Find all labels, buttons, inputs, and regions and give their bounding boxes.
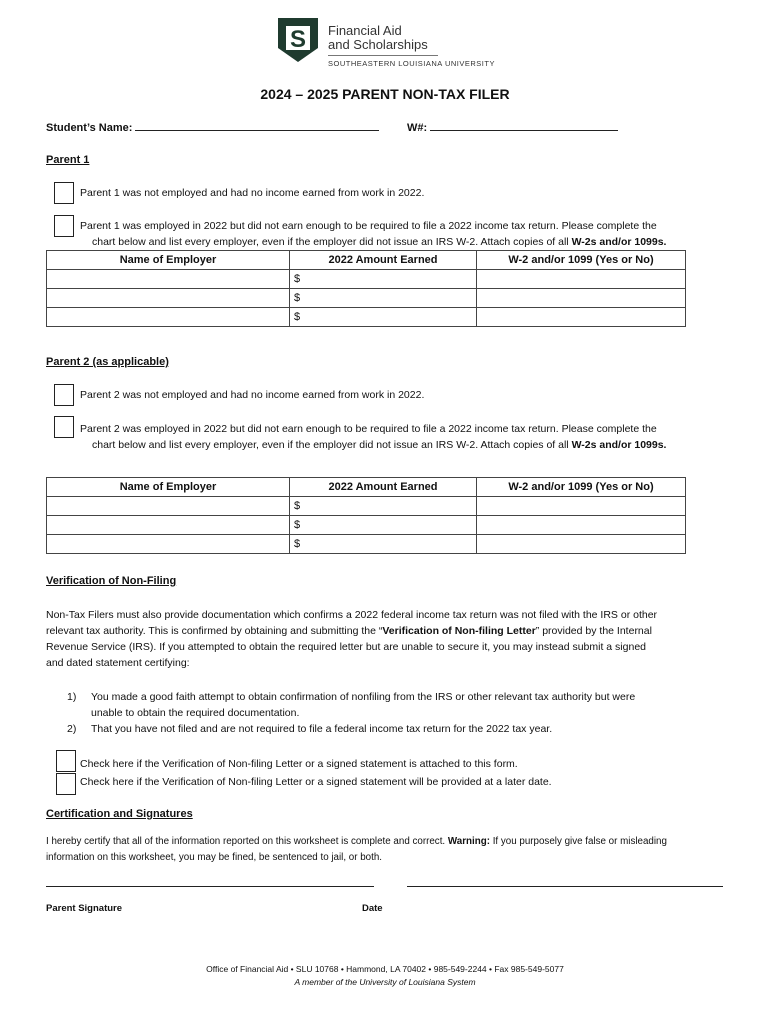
w2-1099-header: W-2 and/or 1099 (Yes or No) (477, 251, 686, 270)
table-header-row (47, 251, 686, 270)
parent2-employed-checkbox[interactable] (54, 416, 74, 438)
list-item-text: You made a good faith attempt to obtain confirmation of nonfiling from the IRS or other relevant tax authority but were unable to obtain the required documentation. (91, 691, 636, 719)
amount-earned-cell[interactable] (290, 289, 477, 308)
verification-line-1: Non-Tax Filers must also provide documentation which confirms a 2022 federal income tax return was not filed with the IRS or other (46, 609, 658, 621)
table-row (47, 270, 686, 289)
parent2-option2-text (80, 421, 740, 453)
verification-line-2c: ” provided by the Internal (535, 625, 652, 637)
parent2-option1-text: Parent 2 was not employed and had no income earned from work in 2022. (80, 389, 425, 401)
parent1-option2-line1: Parent 1 was employed in 2022 but did not earn enough to be required to file a 2022 income tax return. Please complete the (80, 220, 657, 232)
certification-heading: Certification and Signatures (46, 808, 193, 820)
amount-earned-cell[interactable] (290, 535, 477, 554)
org-name (328, 24, 428, 52)
w2-1099-cell[interactable] (477, 289, 686, 308)
table-row (47, 535, 686, 554)
org-line-2: and Scholarships (328, 37, 428, 52)
header-divider (328, 55, 438, 56)
verification-paragraph (46, 607, 736, 671)
employer-name-header: Name of Employer (47, 478, 290, 497)
parent2-employer-table (46, 477, 686, 554)
list-item-text: That you have not filed and are not required to file a federal income tax return for the 2022 tax year. (91, 723, 553, 735)
parent1-option2-line2-text: chart below and list every employer, even if the employer did not issue an IRS W-2. Attach copies of all (92, 236, 572, 248)
parent2-option2-bold: W-2s and/or 1099s. (571, 439, 667, 451)
shield-logo-icon (276, 16, 320, 64)
org-line-1: Financial Aid (328, 23, 402, 38)
w-number-label: W#: (407, 122, 428, 134)
parent1-heading: Parent 1 (46, 154, 90, 166)
list-item-number: 1) (67, 691, 77, 703)
parent1-employer-table (46, 250, 686, 327)
dollar-sign: $ (294, 519, 301, 531)
table-row (47, 516, 686, 535)
verification-line-2 (46, 623, 736, 639)
w2-1099-header: W-2 and/or 1099 (Yes or No) (477, 478, 686, 497)
student-name-label: Student’s Name: (46, 122, 133, 134)
dollar-sign: $ (294, 538, 301, 550)
parent2-option2-line2-text: chart below and list every employer, even if the employer did not issue an IRS W-2. Attach copies of all (92, 439, 572, 451)
date-line[interactable] (407, 886, 723, 887)
parent2-not-employed-checkbox[interactable] (54, 384, 74, 406)
statement-attached-text: Check here if the Verification of Non-filing Letter or a signed statement is attached to this form. (80, 758, 518, 770)
amount-earned-header: 2022 Amount Earned (290, 251, 477, 270)
table-row (47, 308, 686, 327)
verification-line-2a: relevant tax authority. This is confirmed by obtaining and submitting the “ (46, 625, 383, 637)
warning-label: Warning: (447, 836, 490, 847)
statement-later-text: Check here if the Verification of Non-filing Letter or a signed statement will be provided at a later date. (80, 776, 552, 788)
parent1-employed-checkbox[interactable] (54, 215, 74, 237)
footer-system: A member of the University of Louisiana System (294, 977, 476, 987)
verification-letter-name: Verification of Non-filing Letter (382, 625, 536, 637)
w2-1099-cell[interactable] (477, 497, 686, 516)
logo-letter: S (289, 26, 307, 53)
list-item (67, 721, 737, 737)
employer-name-cell[interactable] (47, 308, 290, 327)
parent1-option2-line2 (80, 234, 740, 250)
amount-earned-cell[interactable] (290, 516, 477, 535)
dollar-sign: $ (294, 311, 301, 323)
employer-name-cell[interactable] (47, 270, 290, 289)
parent1-not-employed-checkbox[interactable] (54, 182, 74, 204)
table-row (47, 497, 686, 516)
list-item (67, 689, 737, 721)
university-name: SOUTHEASTERN LOUISIANA UNIVERSITY (328, 59, 495, 68)
employer-name-cell[interactable] (47, 535, 290, 554)
certification-line-1: I hereby certify that all of the information reported on this worksheet is complete and correct. Warning: If you purposely give false or misleading (46, 836, 667, 847)
amount-earned-cell[interactable] (290, 270, 477, 289)
employer-name-cell[interactable] (47, 289, 290, 308)
employer-name-header: Name of Employer (47, 251, 290, 270)
w-number-field[interactable] (430, 118, 618, 131)
certify-list (67, 689, 737, 737)
employer-name-cell[interactable] (47, 497, 290, 516)
parent2-option2-line2 (80, 437, 740, 453)
page-title: 2024 – 2025 PARENT NON-TAX FILER (260, 86, 510, 102)
certification-text (46, 834, 736, 866)
statement-later-checkbox[interactable] (56, 773, 76, 795)
university-logo (276, 16, 320, 64)
parent2-option2-line1: Parent 2 was employed in 2022 but did not earn enough to be required to file a 2022 income tax return. Please complete the (80, 423, 657, 435)
dollar-sign: $ (294, 292, 301, 304)
parent1-option1-text: Parent 1 was not employed and had no income earned from work in 2022. (80, 187, 425, 199)
w2-1099-cell[interactable] (477, 308, 686, 327)
dollar-sign: $ (294, 273, 301, 285)
signature-line[interactable] (46, 886, 374, 887)
parent1-option2-text (80, 218, 740, 250)
statement-attached-checkbox[interactable] (56, 750, 76, 772)
certification-line-2: information on this worksheet, you may be fined, be sentenced to jail, or both. (46, 852, 383, 863)
parent2-heading: Parent 2 (as applicable) (46, 356, 169, 368)
parent1-option2-bold: W-2s and/or 1099s. (571, 236, 667, 248)
w2-1099-cell[interactable] (477, 270, 686, 289)
amount-earned-cell[interactable] (290, 497, 477, 516)
w2-1099-cell[interactable] (477, 535, 686, 554)
w2-1099-cell[interactable] (477, 516, 686, 535)
student-name-field[interactable] (135, 118, 379, 131)
footer-address: Office of Financial Aid • SLU 10768 • Hammond, LA 70402 • 985-549-2244 • Fax 985-549-5077 (206, 964, 564, 974)
table-row (47, 289, 686, 308)
amount-earned-cell[interactable] (290, 308, 477, 327)
table-header-row (47, 478, 686, 497)
dollar-sign: $ (294, 500, 301, 512)
employer-name-cell[interactable] (47, 516, 290, 535)
list-item-number: 2) (67, 723, 77, 735)
amount-earned-header: 2022 Amount Earned (290, 478, 477, 497)
date-label: Date (362, 903, 383, 914)
verification-line-3: Revenue Service (IRS). If you attempted to obtain the required letter but are unable to secure it, you may instead submit a signed (46, 641, 646, 653)
signature-label: Parent Signature (46, 903, 123, 914)
verification-line-4: and dated statement certifying: (46, 657, 190, 669)
w-number-row (407, 118, 618, 134)
verification-heading: Verification of Non-Filing (46, 575, 177, 587)
student-name-row (46, 118, 379, 134)
